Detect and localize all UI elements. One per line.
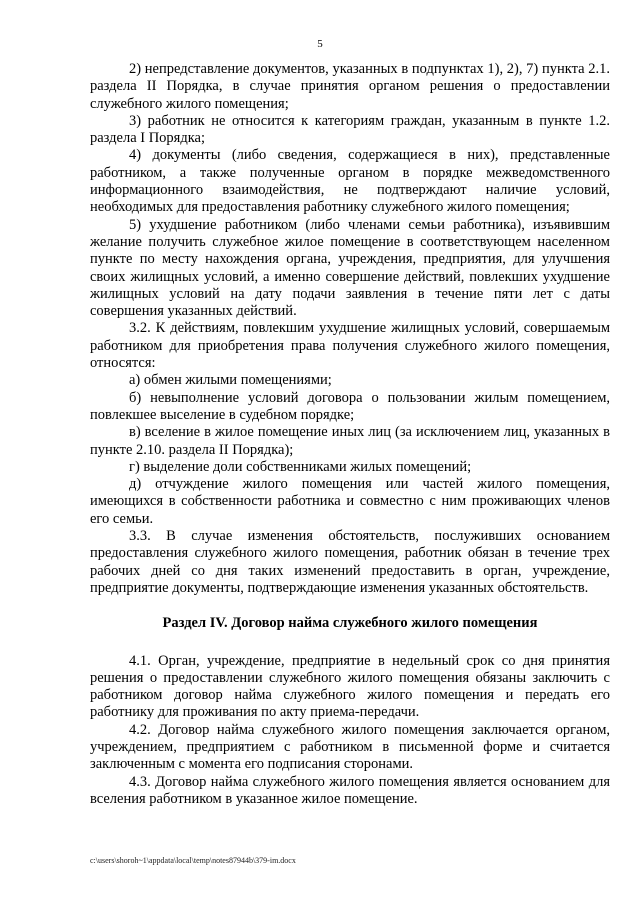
paragraph-3-1-item-5: 5) ухудшение работником (либо членами семьи работника), изъявившим желание получить служебное жилое помещение в соответствующем населенном пункте по месту нахождения органа, учреждения, предприятия, для улучшения своих жилищных условий, а именно совершение действий, повлекших ухудшение жилищных условий на дату подачи заявления в течение пяти лет с даты совершения указанных действий. — [90, 216, 610, 320]
paragraph-4-2: 4.2. Договор найма служебного жилого помещения заключается органом, учреждением, предприятием с работником в письменной форме и считается заключенным с момента его подписания сторонами. — [90, 721, 610, 773]
paragraph-3-1-item-3: 3) работник не относится к категориям граждан, указанным в пункте 1.2. раздела I Порядка; — [90, 112, 610, 147]
footer-file-path: c:\users\shoroh~1\appdata\local\temp\notes87944b\379-im.docx — [90, 856, 296, 865]
paragraph-4-1: 4.1. Орган, учреждение, предприятие в недельный срок со дня принятия решения о предоставлении служебного жилого помещения обязаны заключить с работником договор найма служебного жилого помещения и передать его работнику для проживания по акту приема-передачи. — [90, 652, 610, 721]
paragraph-3-2-item-v: в) вселение в жилое помещение иных лиц (за исключением лиц, указанных в пункте 2.10. раздела II Порядка); — [90, 424, 610, 458]
paragraph-3-2-item-b: б) невыполнение условий договора о пользовании жилым помещением, повлекшее выселение в судебном порядке; — [90, 389, 610, 423]
paragraph-3-1-item-2: 2) непредставление документов, указанных в подпунктах 1), 2), 7) пункта 2.1. раздела II Порядка, в случае принятия органом решения о предоставлении служебного жилого помещения; — [90, 61, 610, 112]
paragraph-3-2: 3.2. К действиям, повлекшим ухудшение жилищных условий, совершаемым работником для приобретения права получения служебного жилого помещения, относятся: — [90, 320, 610, 372]
paragraph-3-2-item-a: а) обмен жилыми помещениями; — [129, 372, 332, 389]
paragraph-3-2-item-g: г) выделение доли собственниками жилых помещений; — [129, 458, 472, 475]
document-body — [90, 61, 610, 808]
paragraph-3-1-item-4: 4) документы (либо сведения, содержащиеся в них), представленные работником, а также полученные органом в порядке межведомственного информационного взаимодействия, не подтверждают наличие условий, необходимых для предоставления работнику служебного жилого помещения; — [90, 147, 610, 216]
paragraph-4-3: 4.3. Договор найма служебного жилого помещения является основанием для вселения работником в указанное жилое помещение. — [90, 773, 610, 807]
paragraph-3-3: 3.3. В случае изменения обстоятельств, послуживших основанием предоставления служебного жилого помещения, работник обязан в течение трех рабочих дней со дня таких изменений предоставить в орган, учреждение, предприятие документы, подтверждающие изменения указанных обстоятельств. — [90, 528, 610, 596]
section-heading: Раздел IV. Договор найма служебного жилого помещения — [162, 615, 538, 632]
paragraph-3-2-item-d: д) отчуждение жилого помещения или частей жилого помещения, имеющихся в собственности работника и совместно с ним проживающих членов его семьи. — [90, 476, 610, 527]
page-number: 5 — [317, 38, 323, 50]
